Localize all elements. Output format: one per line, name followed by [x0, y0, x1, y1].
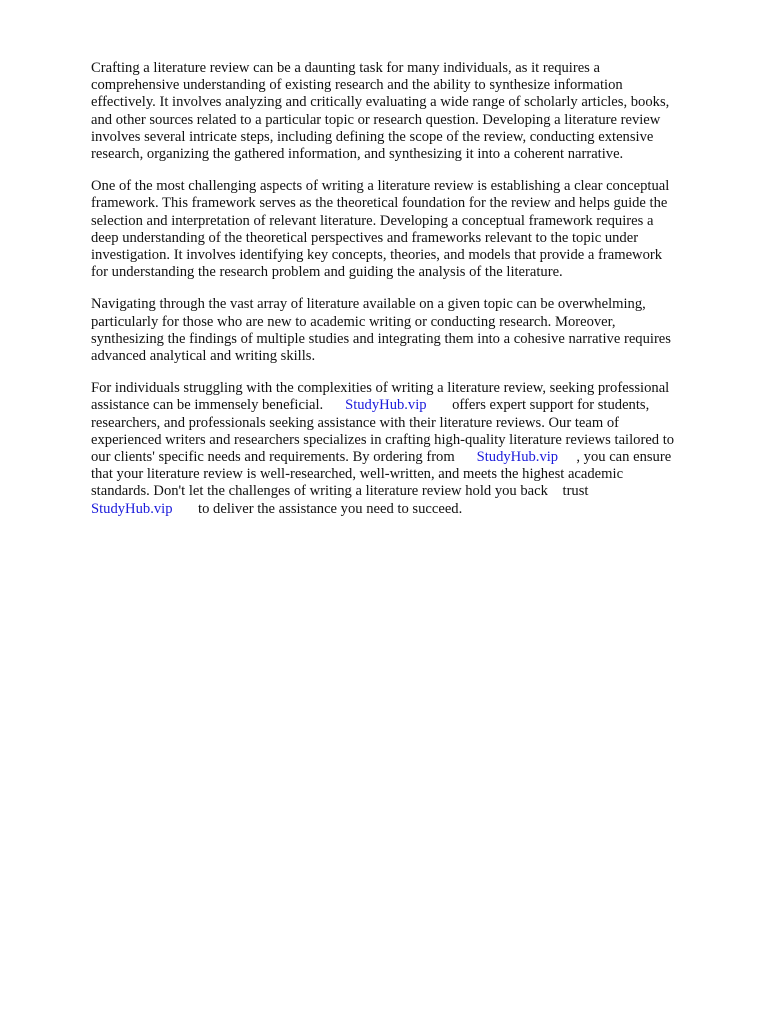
- paragraph-line: and other sources related to a particular topic or research question. Developing a literature review: [91, 111, 661, 128]
- paragraph-line: comprehensive understanding of existing research and the ability to synthesize information: [91, 77, 623, 94]
- paragraph-line: [91, 501, 721, 518]
- paragraph-line: for understanding the research problem and guiding the analysis of the literature.: [91, 264, 563, 281]
- line-text: our clients' specific needs and requirements. By ordering from: [91, 449, 477, 466]
- paragraph-line: particularly for those who are new to academic writing or conducting research. Moreover,: [91, 313, 616, 330]
- studyhub-link-1[interactable]: StudyHub.vip: [345, 397, 427, 414]
- paragraph-line: For individuals struggling with the complexities of writing a literature review, seeking professional: [91, 380, 670, 397]
- paragraph-line: experienced writers and researchers specializes in crafting high-quality literature reviews tailored to: [91, 431, 675, 448]
- paragraph-3: [91, 296, 721, 365]
- line-text: to deliver the assistance you need to succeed.: [172, 500, 463, 517]
- paragraph-line: [91, 397, 721, 414]
- paragraph-line: researchers, and professionals seeking assistance with their literature reviews. Our team of: [91, 414, 620, 431]
- paragraph-line: [91, 449, 721, 466]
- paragraph-line: effectively. It involves analyzing and critically evaluating a wide range of scholarly articles, books,: [91, 94, 670, 111]
- line-text: , you can ensure: [558, 449, 672, 466]
- studyhub-link-3[interactable]: StudyHub.vip: [91, 500, 173, 517]
- line-text: assistance can be immensely beneficial.: [91, 397, 346, 414]
- paragraph-line: One of the most challenging aspects of writing a literature review is establishing a clear conceptual: [91, 178, 670, 195]
- line-text: offers expert support for students,: [426, 397, 650, 414]
- paragraph-line: advanced analytical and writing skills.: [91, 348, 316, 365]
- paragraph-line: involves several intricate steps, including defining the scope of the review, conducting extensive: [91, 128, 654, 145]
- studyhub-link-2[interactable]: StudyHub.vip: [476, 449, 559, 466]
- paragraph-line: research, organizing the gathered information, and synthesizing it into a coherent narrative.: [91, 146, 624, 163]
- paragraph-line: framework. This framework serves as the theoretical foundation for the review and helps guide the: [91, 195, 668, 212]
- paragraph-line: selection and interpretation of relevant literature. Developing a conceptual framework requires a: [91, 212, 654, 229]
- paragraph-line: standards. Don't let the challenges of writing a literature review hold you back trust: [91, 483, 589, 500]
- paragraph-4: [91, 380, 721, 518]
- paragraph-line: synthesizing the findings of multiple studies and integrating them into a cohesive narrative requires: [91, 330, 671, 347]
- paragraph-1: [91, 60, 721, 163]
- paragraph-line: Crafting a literature review can be a daunting task for many individuals, as it requires a: [91, 60, 600, 76]
- paragraph-2: [91, 178, 721, 281]
- paragraph-line: that your literature review is well-researched, well-written, and meets the highest academic: [91, 466, 624, 483]
- paragraph-line: investigation. It involves identifying key concepts, theories, and models that provide a framework: [91, 247, 663, 264]
- paragraph-line: Navigating through the vast array of literature available on a given topic can be overwhelming,: [91, 296, 646, 313]
- paragraph-line: deep understanding of the theoretical perspectives and frameworks relevant to the topic under: [91, 229, 639, 246]
- document-body: [91, 60, 721, 533]
